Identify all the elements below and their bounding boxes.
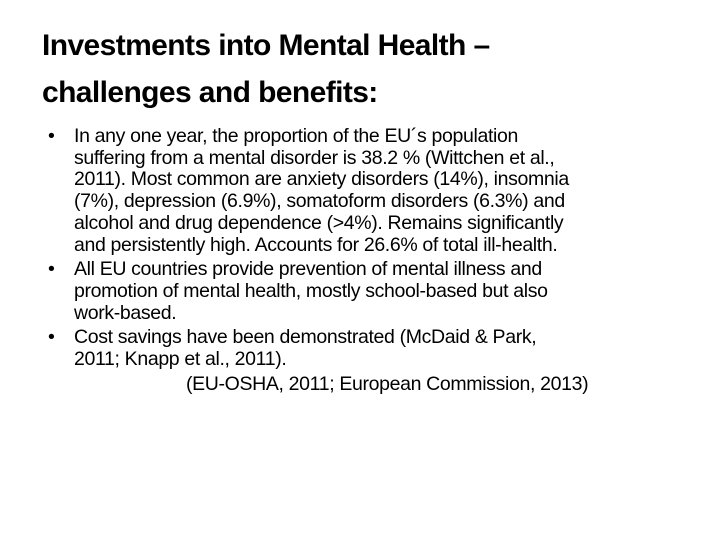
bullet-item (48, 259, 588, 324)
bullet-line: (7%), depression (6.9%), somatoform disorders (6.3%) and (74, 190, 565, 213)
slide-title (42, 22, 490, 116)
bullet-icon: • (48, 326, 55, 349)
title-line: Investments into Mental Health – (42, 29, 490, 62)
bullet-icon: • (48, 125, 55, 147)
bullet-line: and persistently high. Accounts for 26.6% of total ill-health. (74, 233, 558, 256)
bullet-line: promotion of mental health, mostly school-based but also (74, 279, 548, 302)
bullet-list (48, 126, 588, 395)
bullet-line: Cost savings have been demonstrated (McDaid & Park, (74, 326, 537, 349)
bullet-line: 2011). Most common are anxiety disorders (14%), insomnia (74, 168, 569, 191)
bullet-line: In any one year, the proportion of the EU´s population (74, 125, 518, 147)
bullet-icon: • (48, 258, 55, 281)
bullet-line: All EU countries provide prevention of mental illness and (74, 258, 542, 281)
bullet-item (48, 327, 588, 370)
citation: (EU-OSHA, 2011; European Commission, 2013) (186, 372, 589, 395)
bullet-line: alcohol and drug dependence (>4%). Remains significantly (74, 211, 564, 234)
bullet-line: 2011; Knapp et al., 2011). (74, 348, 287, 371)
bullet-item (48, 126, 588, 256)
bullet-line: work-based. (74, 301, 177, 324)
bullet-line: suffering from a mental disorder is 38.2 % (Wittchen et al., (74, 146, 555, 169)
title-line: challenges and benefits: (42, 76, 378, 109)
